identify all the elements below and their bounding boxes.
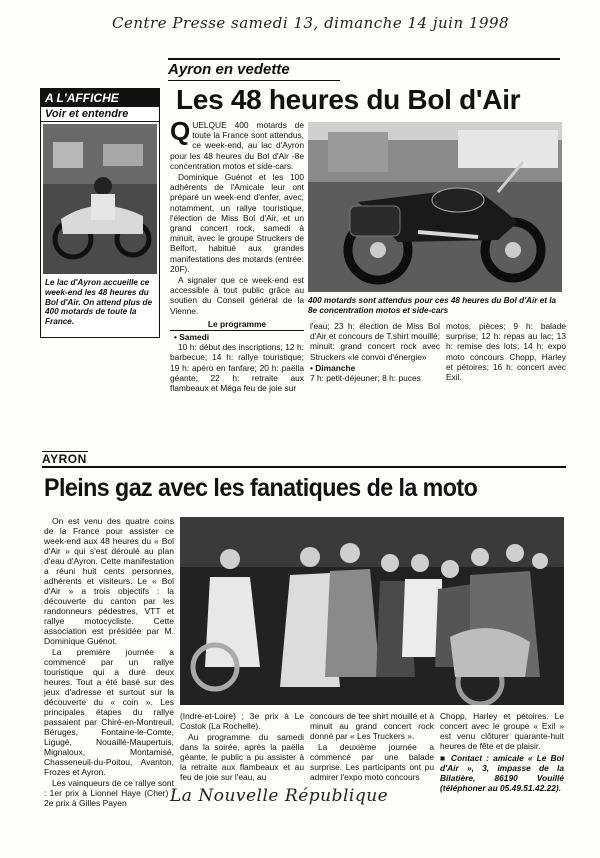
article2-col4-text: Chopp, Harley et pétoires. Le concert avec le groupe « Exil » est venu clôturer quarante-huit heures de fête et de plaisir.: [440, 711, 564, 751]
programme-title: Le programme: [207, 318, 267, 329]
article2-contact: ■ Contact : amicale « Le Bol d'Air », 3, impasse de la Bilatière, 86190 Vouillé (téléphoner au 05.49.51.42.22).: [440, 753, 564, 793]
article2-paragraph-2: La première journée a commencé par un rallye touristique qui a duré deux heures. Tout a été basé sur des jeux d'adresse et surtout sur la découverte du « coin ». Les principales étapes du rallye passaient par Chiré-en-Montreuil, Béruges, Fontaine-le-Comte, Ligugé, Nouaillé-Maupertuis, Mignaloux, Montamisé, Chasseneuil-du-Poitou, Avanton, Frozes et Ayron.: [44, 647, 174, 777]
article2-col3-paragraph: La deuxième journée a commencé par une balade surprise. Les participants ont pu admirer l'expo moto concours: [310, 742, 434, 782]
article2-column-3: [310, 711, 434, 783]
programme-rule: [170, 330, 304, 331]
dropcap: Q: [170, 116, 191, 146]
article2-col2-text: (Indre-et-Loire) ; 3e prix à Le Costok (La Rochelle).: [180, 711, 304, 731]
article1-paragraph-3: A signaler que ce week-end est accessible à tout public grâce au soutien du Conseil général de la Vienne.: [170, 275, 304, 316]
article2-column-4: [440, 711, 564, 794]
handwritten-header: Centre Presse samedi 13, dimanche 14 juin 1998: [112, 14, 510, 32]
article2-section-label: AYRON: [42, 452, 87, 466]
article1-photo-caption: 400 motards sont attendus pour ces 48 heures du Bol d'Air et la 8e concentration motos et side-cars: [308, 296, 557, 315]
kicker-bar: [168, 58, 560, 82]
article2-column-2: [180, 711, 304, 783]
article2-photo: [180, 517, 564, 705]
article2-paragraph-3: Les vainqueurs de ce rallye sont : 1er prix à Lionnel Haye (Cher) ; 2e prix à Gilles Payen: [44, 778, 174, 808]
sidebar-box: [40, 88, 160, 338]
article2-col3-text: concours de tee shirt mouillé et à minuit au grand concert rock donné par « Les Truckers ».: [310, 711, 434, 741]
sidebar-caption: Le lac d'Ayron accueille ce week-end les 48 heures du Bol d'Air. On attend plus de 400 motards de toute la France.: [45, 278, 153, 327]
programme-samedi-continued: l'eau; 23 h: élection de Miss Bol d'Air et concours de T.shirt mouillé; minuit: grand concert rock avec Struckers «le convoi d'énergie»: [310, 321, 440, 362]
programme-dimanche-text: 7 h: petit-déjeuner; 8 h: puces: [310, 373, 421, 384]
sidebar-photo: [43, 124, 157, 274]
motorcycle-photo-image: [308, 122, 562, 292]
article2-top-rule: [42, 466, 566, 468]
article2-section-rule: [42, 451, 88, 452]
group-photo-image: [180, 517, 564, 705]
programme-column-3: [446, 321, 566, 383]
article2-paragraph-1: On est venu des quatre coins de la France pour assister ce week-end aux 48 heures du « Bol d'Air » qui s'est déroulé au plan d'eau d'Ayron. Cette manifestation a réuni huit cents personnes, adhérents et visiteurs. Le « Bol d'Air » a trois objectifs : la découverte du canton par les randonneurs pédestres, VTT et rallye motocycliste. Cette association est présidée par M. Dominique Guénot.: [44, 516, 174, 646]
handwritten-source: La Nouvelle République: [170, 786, 389, 806]
sidebar-photo-image: [43, 124, 157, 274]
article2-col2-paragraph: Au programme du samedi dans la soirée, après la paëlla géante, le public a pu assister à la retraite aux flambeaux et au feu de joie sur l'eau, au: [180, 732, 304, 782]
kicker-underline: [168, 80, 340, 81]
programme-samedi: • Samedi: [174, 332, 210, 343]
sidebar-header: A L'AFFICHE: [41, 89, 159, 107]
programme-dimanche: • Dimanche: [310, 362, 356, 373]
article1-paragraph-1: UELQUE 400 motards de toute la France sont attendus, ce week-end, au lac d'Ayron pour les 48 heures du Bol d'Air -8e concentration motos et side-cars.: [170, 120, 304, 171]
article1-paragraph-2: Dominique Guénot et les 100 adhérents de l'Amicale leur ont préparé un week-end d'enfer, avec, notamment, un rallye touristique, l'élection de Miss Bol d'Air, et un grand concert rock, samedi à minuit, avec le groupe Struckers de Belfort, habitué aux grandes manifestations des motards (entrée: 20F).: [170, 172, 304, 274]
article2-column-1: [44, 516, 174, 809]
programme-dimanche-continued: motos, pièces; 9 h: balade surprise; 12 h: repas au lac; 13 h: remise des lots; 14 h: expo moto concours Chopp, Harley et pétoires; 16 h: concert avec Exil.: [446, 321, 566, 383]
article2-title: Pleins gaz avec les fanatiques de la moto: [44, 474, 478, 502]
programme-samedi-text: 10 h: début des inscriptions; 12 h: barbecue; 14 h: rallye touristique; 19 h: apéro en fanfare; 20 h: paëlla géante; 22 h: retraite aux flambeaux et Méga feu de joie sur: [170, 342, 304, 394]
article1-kicker: Ayron en vedette: [168, 61, 290, 78]
article1-photo: [308, 122, 562, 292]
programme-column-2: [310, 321, 440, 384]
article1-title: Les 48 heures du Bol d'Air: [176, 84, 521, 115]
sidebar-subtitle: Voir et entendre: [41, 107, 159, 122]
article1-intro-column: [170, 116, 304, 394]
